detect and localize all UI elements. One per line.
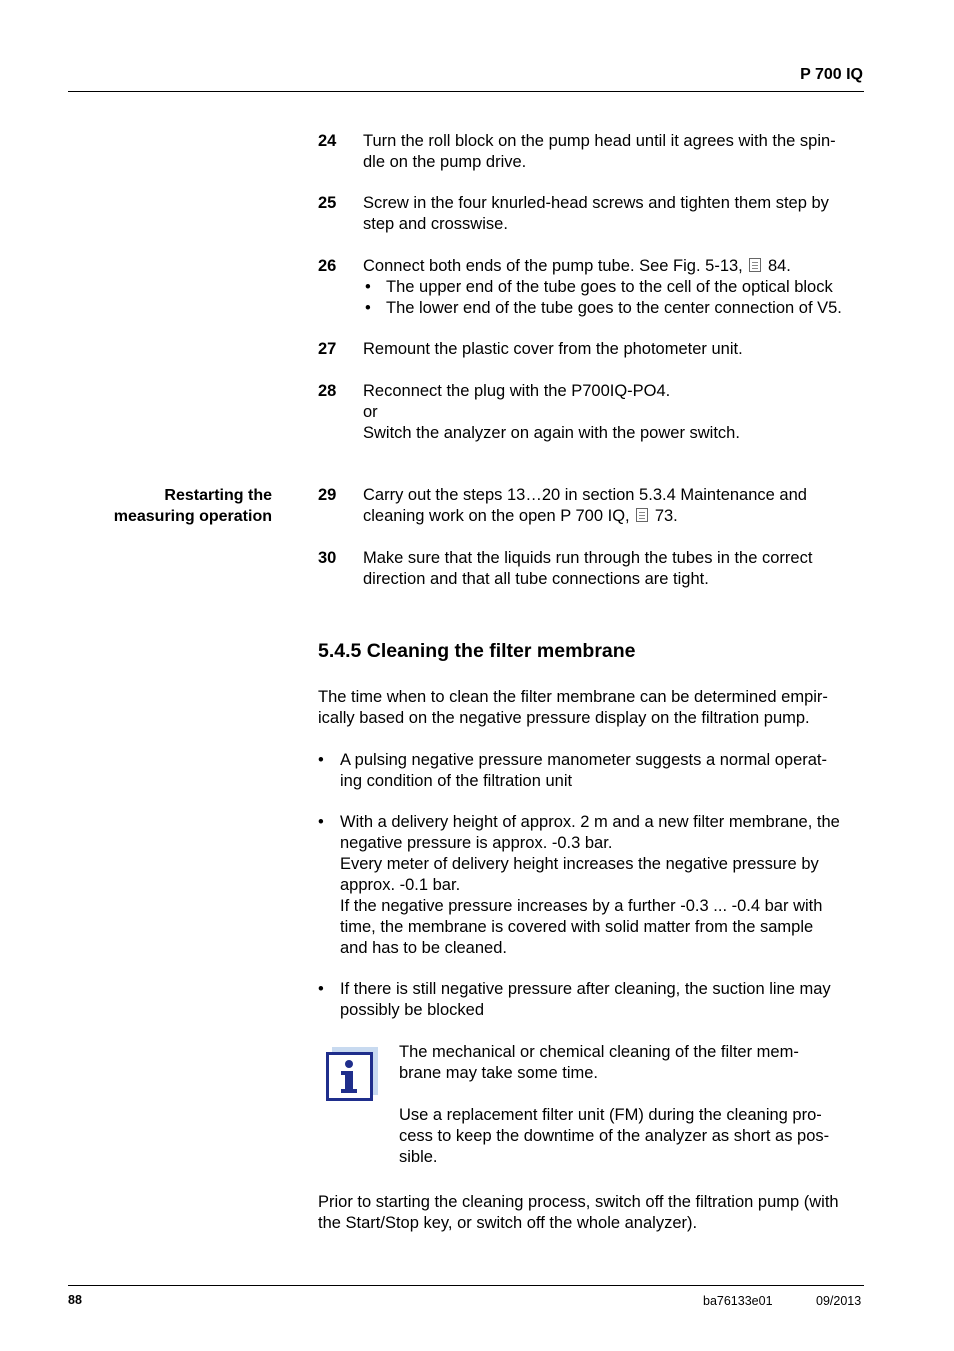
step-text: Remount the plastic cover from the photometer unit. bbox=[363, 340, 743, 358]
info-icon-graphic bbox=[326, 1047, 378, 1101]
note-line: Use a replacement filter unit (FM) during the cleaning pro- bbox=[399, 1106, 822, 1124]
bullet-dot: • bbox=[318, 751, 324, 769]
closing-paragraph bbox=[318, 1192, 866, 1234]
bullet-line: and has to be cleaned. bbox=[340, 939, 507, 957]
step-number: 28 bbox=[318, 382, 337, 400]
page-ref-icon bbox=[636, 508, 648, 522]
bullet-line: If there is still negative pressure after cleaning, the suction line may bbox=[340, 980, 831, 998]
step-line: step and crosswise. bbox=[363, 215, 508, 233]
page-ref-number: 73. bbox=[654, 507, 678, 525]
note-line: The mechanical or chemical cleaning of the filter mem- bbox=[399, 1043, 799, 1061]
bullet-line: With a delivery height of approx. 2 m and a new filter membrane, the bbox=[340, 813, 840, 831]
step-text-part: cleaning work on the open P 700 IQ, bbox=[363, 507, 630, 525]
page-ref-number: 84. bbox=[767, 257, 791, 275]
document-title: P 700 IQ bbox=[800, 66, 863, 83]
header-rule bbox=[68, 91, 864, 92]
step-number: 26 bbox=[318, 257, 337, 275]
section-heading: 5.4.5 Cleaning the filter membrane bbox=[318, 640, 636, 662]
note-line: cess to keep the downtime of the analyzer as short as pos- bbox=[399, 1127, 830, 1145]
bullet-line: Every meter of delivery height increases the negative pressure by bbox=[340, 855, 819, 873]
document-id: ba76133e01 bbox=[703, 1294, 773, 1308]
paragraph-line: the Start/Stop key, or switch off the whole analyzer). bbox=[318, 1214, 698, 1232]
bullet-text bbox=[340, 979, 866, 1021]
step-line: Reconnect the plug with the P700IQ-PO4. bbox=[363, 382, 671, 400]
footer-rule bbox=[68, 1285, 864, 1286]
page-ref-icon bbox=[749, 258, 761, 272]
step-text bbox=[363, 193, 866, 235]
paragraph-line: Prior to starting the cleaning process, switch off the filtration pump (with bbox=[318, 1193, 839, 1211]
paragraph-line: ically based on the negative pressure display on the filtration pump. bbox=[318, 709, 810, 727]
bullet-item: • The upper end of the tube goes to the cell of the optical block bbox=[363, 277, 866, 298]
note-line: sible. bbox=[399, 1148, 438, 1166]
step-line: dle on the pump drive. bbox=[363, 153, 527, 171]
step-text bbox=[363, 548, 866, 590]
step-line: or bbox=[363, 403, 378, 421]
bullet-text bbox=[340, 750, 866, 792]
paragraph-line: The time when to clean the filter membrane can be determined empir- bbox=[318, 688, 828, 706]
bullet-line: A pulsing negative pressure manometer suggests a normal operat- bbox=[340, 751, 828, 769]
bullet-line: ing condition of the filtration unit bbox=[340, 772, 573, 790]
step-line: Carry out the steps 13…20 in section 5.3.4 Maintenance and bbox=[363, 486, 807, 504]
step-number: 25 bbox=[318, 194, 337, 212]
intro-paragraph bbox=[318, 687, 866, 729]
step-line bbox=[363, 506, 866, 527]
page-number: 88 bbox=[68, 1293, 82, 1307]
step-text bbox=[363, 131, 866, 173]
side-label-restarting bbox=[114, 485, 272, 527]
step-text-part: Connect both ends of the pump tube. See Fig. 5-13, bbox=[363, 257, 743, 275]
bullet-line: approx. -0.1 bar. bbox=[340, 876, 461, 894]
bullet-dot: • bbox=[318, 980, 324, 998]
step-text bbox=[363, 485, 866, 527]
bullet-dot: • bbox=[318, 813, 324, 831]
step-line: Switch the analyzer on again with the power switch. bbox=[363, 424, 740, 442]
bullet-line: possibly be blocked bbox=[340, 1001, 485, 1019]
step-number: 30 bbox=[318, 549, 337, 567]
document-date: 09/2013 bbox=[816, 1294, 862, 1308]
step-text bbox=[363, 256, 866, 319]
step-line: Make sure that the liquids run through the tubes in the correct bbox=[363, 549, 813, 567]
bullet-line: negative pressure is approx. -0.3 bar. bbox=[340, 834, 613, 852]
bullet-line: If the negative pressure increases by a further -0.3 ... -0.4 bar with bbox=[340, 897, 823, 915]
step-line: Screw in the four knurled-head screws and tighten them step by bbox=[363, 194, 829, 212]
side-label-line: measuring operation bbox=[113, 508, 272, 525]
step-line: direction and that all tube connections are tight. bbox=[363, 570, 709, 588]
side-label-line: Restarting the bbox=[164, 487, 272, 504]
step-text bbox=[363, 381, 866, 444]
note-line: brane may take some time. bbox=[399, 1064, 598, 1082]
bullet-item: • The lower end of the tube goes to the center connection of V5. bbox=[363, 298, 866, 319]
info-icon bbox=[326, 1047, 378, 1101]
info-note bbox=[399, 1042, 864, 1168]
step-line: Turn the roll block on the pump head until it agrees with the spin- bbox=[363, 132, 836, 150]
step-number: 24 bbox=[318, 132, 337, 150]
step-line bbox=[363, 256, 866, 277]
bullet-line: time, the membrane is covered with solid matter from the sample bbox=[340, 918, 814, 936]
bullet-text bbox=[340, 812, 866, 959]
step-number: 29 bbox=[318, 486, 337, 504]
step-number: 27 bbox=[318, 340, 337, 358]
